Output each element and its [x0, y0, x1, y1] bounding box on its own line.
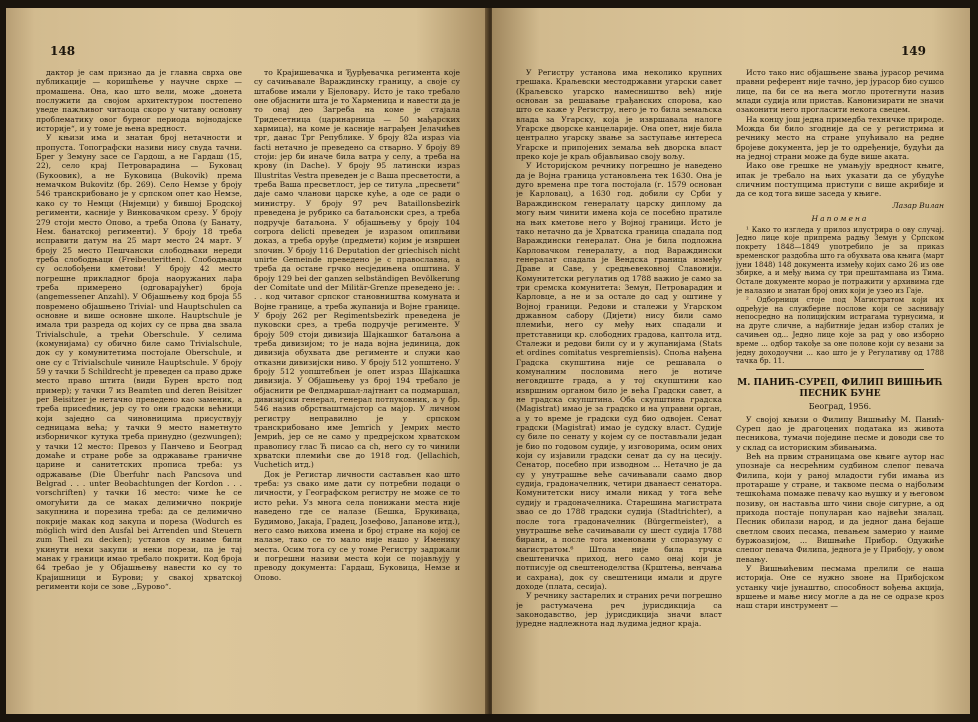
paragraph: На концу још једна примедба техничке природе. Можда би било згодније да се у регистрима и речнику место на стране упућивало на редне бројеве документа, јер је то одређеније, будући да на једној страни може да буде више аката. — [736, 114, 944, 162]
footnote: ² Одборници стоје под Магистратом који их одређује на служберне послове који се заснивају непосредно на полицијским истрагама турнусима, и на друге сличне, а најбитније један избор сталих је сачињен од... Једно лице које за рад у ово изборно време ... одбор такође за оне полове који су везани за једну доходоучни ... као што је у Регулативу од 1788 тачка бр. 11. — [736, 294, 944, 366]
paragraph: то Крајишевачка и Ђурђевачка регимента које су сачињавале Вараждинску границу, а своје су штабове имали у Бјеловару. Исто је тако требало оне објаснити шта је то Харменица и навести да је то онај део Загреба на коме је стајала Тридесетница (царинарница — 50 мађарских хармица), на коме је касније награђен Јелачићев трг, данас Трг Републике. У броју 82а израз via facti нетачно је преведено са стварно. У броју 89 стоји: јер би иначе била ватра у селу, а треба на крову (in Dache). У броју 95 латински израз Illustritas Vestra преведен је с Ваша пресветости, а треба Ваша пресветлост, јер се титула „пресвети“ даје само чланови царске куће, а оде се ради о министру. У броју 97 реч Bataillonsbezirk преведена је рубрико са батаљонски срез, а треба подручје батаљона. У објашњењу у броју 104 corpora delicti преведен је изразом опипљиви доказ, а треба оруђе (предмети) којим је извршен злочин. У броју 116 Deputation der griechisch nicht unirte Gemeinde преведено је с православна, а треба да остане грчко несједињена општина. У броју 129 bei der ganzen selbständigen Bevölkerung der Comitate und der Militär-Grenze преведено је: . . . код читавог српског становништва комуната и Војне границе, а треба жупанија и Војне границе. У броју 262 рег Regimentsbezirk преведена је пуковски срез, а треба подручје регименте. У броју 509 стоји дивизија Шајкашког батаљона а треба дивизијом; то је нада војна јединица, док дивизија обухвата две регименте и служи као отказни дивизијски ниво. У броју 512 уопштено. У броју 512 уопштебљен је опет израз Шајкашка дивизија. У Објашњењу уз број 194 требало је објаснити ре Фелдмаршал-лајтнант са подмаршал, дивизијски генерал, генерал потпуковник, а у бр. 546 назив обрстваштмајстор са мајор. У личном регистру неправилно је у српском транскрибовано име Jemrich у Јемрих место Јемрић, јер се не само у предрејском хрватском правопису глас Ћ писао са ch, него су то чинили хрватски племићи све до 1918 год. (Jellachich, Vuchetich итд.) — [254, 68, 460, 470]
footnote: ¹ Како то изгледа у прилоз илустрира о ову случај. Једно лице које припрема радњу Земун у Српском покрету 1848—1849 употребило је за приказ временског раздобља што га обухвата ова књига (март јуни 1848) 148 документа између којих само 26 из ове збирке, а и међу њима су три прештампана из Тима. Остале документе морао је потражити у архивима где је налазио и знатан број оних који је узео из Гаје. — [736, 224, 944, 296]
paragraph: Иако ове грешке не умањују вредност књиге, ипак је требало на њих указати да се убудуће сличним поступцима приступи с више акрибије и да се код тога више заседа у књиге. — [736, 161, 944, 199]
notes-heading: Напомена — [811, 214, 869, 224]
paragraph: У речнику застарелих и страних речи погрешно је растумачена реч јурисдикција са законодавство, јер јурисдикција значи власт јуредне надлежнота над људима једног краја. — [516, 591, 722, 629]
section-subtitle: Београд, 1956. — [808, 402, 872, 412]
paragraph: У Историјском речнику погрешно је наведено да је Војна граница установљена тек 1630. Она је дуго времена пре тога постојала (г. 1579 основан је Карловац), а 1630 год. добили су Срби у Вараждинском генералату царску дипломy да могу њим чинити имена која се посебно пратиле на њих кметове него у Војној граници. Исто је тако нетачно да је Хрватска граница спадала под Вараждински генералат. Она је била подложна Карловачком генералату, а под Вараждински генералат спадала је Вендска граница између Драве и Саве, у средњевековној Славонији. Комунитетски регулатив од 1788 важио је само за три сремска комунитета: Земун, Петроварадин и Карловце, а не и за остале до сад у оштине у Војној граници. Редови и сталежи у Угарском државном сабору (Дијети) нису били само племићи, него су међу њих спадали и претставници кр. слободних градова, каптола итд. Сталежи и редови били су и у жупанијама (Stats et ordines comitatus vespremiensis). Споља нађена Градска скупштина није се решавала о комуналним пословима него је нотиче неговдиште града, а у тој скупштини као извршним органом било је већа Градски савет, а не градска скупштина. Оба скупштина градска (Magistrat) имао је за градско и на управни орган, а у то време је градски суд био одвојен. Сенат градски (Magistrat) имао је судску власт. Судије су биле по сенату у којем су се постављали један је био по годовом судије, у изговорима, осим оних који су изјавили градски сенат да су на цесију. Сенатор, посебно при изводном ... Нетачно је да су у унутрашње веће сачињавали саамо двор судија, градоначелник, четири дванаест сенатора. Комунитетски нису имали никад у тога веће судију и градоначелника. Старешина магистрата звао се до 1788 градски судија (Stadtrichter), а после тога градоначелник (Bürgermeister), а унутрашње веће сачињавали су шест судија 1788 бирани, а после тога именовани у споразуму с магистратом.⁶ Штола није била грчка свештеничка приход, него само онај који је потписује од свештеноделства (Крштења, венчања и сахрана), док су свештеници имали и друге доходе (плата, сесија). — [516, 161, 722, 591]
paragraph: Већ на првим страницама ове књиге аутор нас упознаје са несрећним судбином слепог певача Филипа, који у раној младости губи имања из протараше у стране, и таквоме песма о најбољим тешкоћама помаже певачу као њушку и у његовом позиву, он наставља што чини своје сигурне, а од прихода постаје популаран као највећи зналац. Песник обилази народ, и да једног дана бејаше светлом своих песама, певањем замерио у наиме буржоазијом, ... Вишњиће Прибор. Одужиће слепог певача Филипа, једнога је у Прибоју, у овом певању. — [736, 451, 944, 564]
section-title — [736, 378, 944, 400]
page-number-left: 148 — [50, 44, 76, 58]
paragraph: дактор је сам признао да је главна сврха ове публикације — коришћење у научне сврхе — промашена. Она, као што вели, може „донета послужити да својом архитектуром постепено уведе пажљивог читаоца скоро у читаву основну проблематику овог бурног периода војнодајске историје“, и у томе је њена вредност. — [36, 68, 242, 134]
paragraph: У књизи има и знатан број нетачности и пропуста. Топографски називи нису свуда тачни. Брег у Земуну засе се Гардош, а не Гардаш (15, 22), село крај Петроварадина — Буковац (Букоовик), а не Буковица (Bukovik) према немачком Bukovitz (бр. 269). Село Немзе у броју 546 транскрибовано је у српском опет као Немзе, како су то Немци (Нијемци) у бившој Бродској регименти, касније у Винковачком срезу. У броју 279 стоји место Опово, а треба Опова (у Банату, Нем. банатској регименти). У броју 18 треба исправити датум на 25 март место 24 март. У броју 25 место Пешчански слободњаки нереди треба слободњаци (Freibeuteritten). Слободњаци су ослобођени кметови! У броју 42 место погрешне прикладног броја наоружаних лаþа треба примерено (одговарајућег) броја (angemessener Anzahl). У Објашњењу код броја 55 повремено објашњено Trivial- und Hauptschulen са основне и више основне школе. Hauptschule је имала три разреда од којих су се прва два звала Trivialschule, а трећи Oberschule. У селима (комунијама) су обично биле само Trivialschule, док су у комунитетима постојале Oberschule, и оне су с Trivialschule чиниле Hauptschule. У броју 59 у тачки 5 Schildrecht је преведен са право држе место право штита (види Бурен врсто под пример); у тачки 7 из Beamten und deren Beisitzer рег Beisitzer је нетачно преведено као заменик, а треба присеđник, јер су то они градски већници који заједно са чиновницима присуствују седницама већа; у тачки 9 место наметнуто изборничког кутука треба принудно (gezwungen); у тачки 12 место: Превоз у Панчево и Београд домаће и стране робе за одржавање граничне царине и санитетских прописа треба: уз одржавање (Die Überfuhr nach Pancsova und Belgrad . . . unter Beobachtungen der Kordon . . . vorschriften) у тачки 16 место: чиме ће се омогућити да се маках делимично покрије закупнина и порезина треба: да се делимично покрије макак код закупа и пореза (Wodurch es möglich wird den Ausfal bei Arrenden und Steuern zum Theil zu decken); установ су наиме били укинути неки закупи и неки порези, па је тај манак у граници имао требало покрити. Код броја 64 требао је у Објашњењу навести ко су то Крајишници и Бурови; у свакој хрватској регименти који се зове ,,Бурово“. — [36, 133, 242, 591]
left-column-2 — [254, 68, 460, 698]
right-page — [492, 8, 970, 714]
right-column-2 — [736, 68, 944, 698]
review-signature: Лазар Вилан — [892, 200, 944, 210]
paragraph: У Вишњићевим песмама прелили се наша историја. Оне се нужно звоне на Прибојском устанку чије јунаштво, способност вођења акција, вршење и мање нису могле а да не се одразе кроз наш стари инструмент — — [736, 564, 944, 611]
section-divider — [756, 369, 924, 370]
right-column-1 — [516, 68, 722, 698]
left-column-1 — [36, 68, 242, 698]
paragraph: Док је Регистар личности састављен као што треба: уз свако име дати су потребни подаци о личности, у Географском регистру не може се то исто рећи. Уз многа села понижани места није наведено где се налазе (Бешка, Брукиваца, Будимово, Јакаја, Градец, Јозефово, Јапанове итд.), него само њихова имена и број стране на којој се налазе, тако се то мало није нашо у Именику места. Осим тога су се у томе Регистру задржали и погрешни називи места који се појављују у преводу документа: Гардаш, Буковица, Немзе и Опово. — [254, 469, 460, 582]
paragraph: У Регистру установа има неколико крупних грешака. Краљевски местодржавни угарски савет (Краљевско угарско намесништво већ) није основан за решавање грађанских спорова, као што се каже у Регистру, него је то била земаљска влада за Угарску, која је извршавала налоге Угарске дворске канцеларије. Она опет, није била централно угарску звање за заступање интереса Угарске и припојених земаља већ дворска власт преко које је краљ објављивао своју вољу. — [516, 68, 722, 162]
paragraph: Исто тако нис објашњене звања јурасор речима правни референт није тачно, јер јурасор био сушсо лице, па би се на њега могло протегнути назив млади судија или пристав. Канонизирати не значи озаконити него прогласити некога свецем. — [736, 68, 944, 115]
paragraph: У својој књизи о Филипу Вишњићу М. Панић-Суреп дао је драгоцених података из живота песникова, тумачи поједине песме и доводи све то у склад са историским збивањима. — [736, 414, 944, 452]
section-title-line: ПЕСНИК БУНЕ — [799, 389, 881, 400]
left-page — [6, 8, 488, 714]
section-title-line: М. ПАНИЋ-СУРЕП, ФИЛИП ВИШЊИЋ — [737, 378, 943, 389]
page-number-right: 149 — [900, 44, 926, 58]
